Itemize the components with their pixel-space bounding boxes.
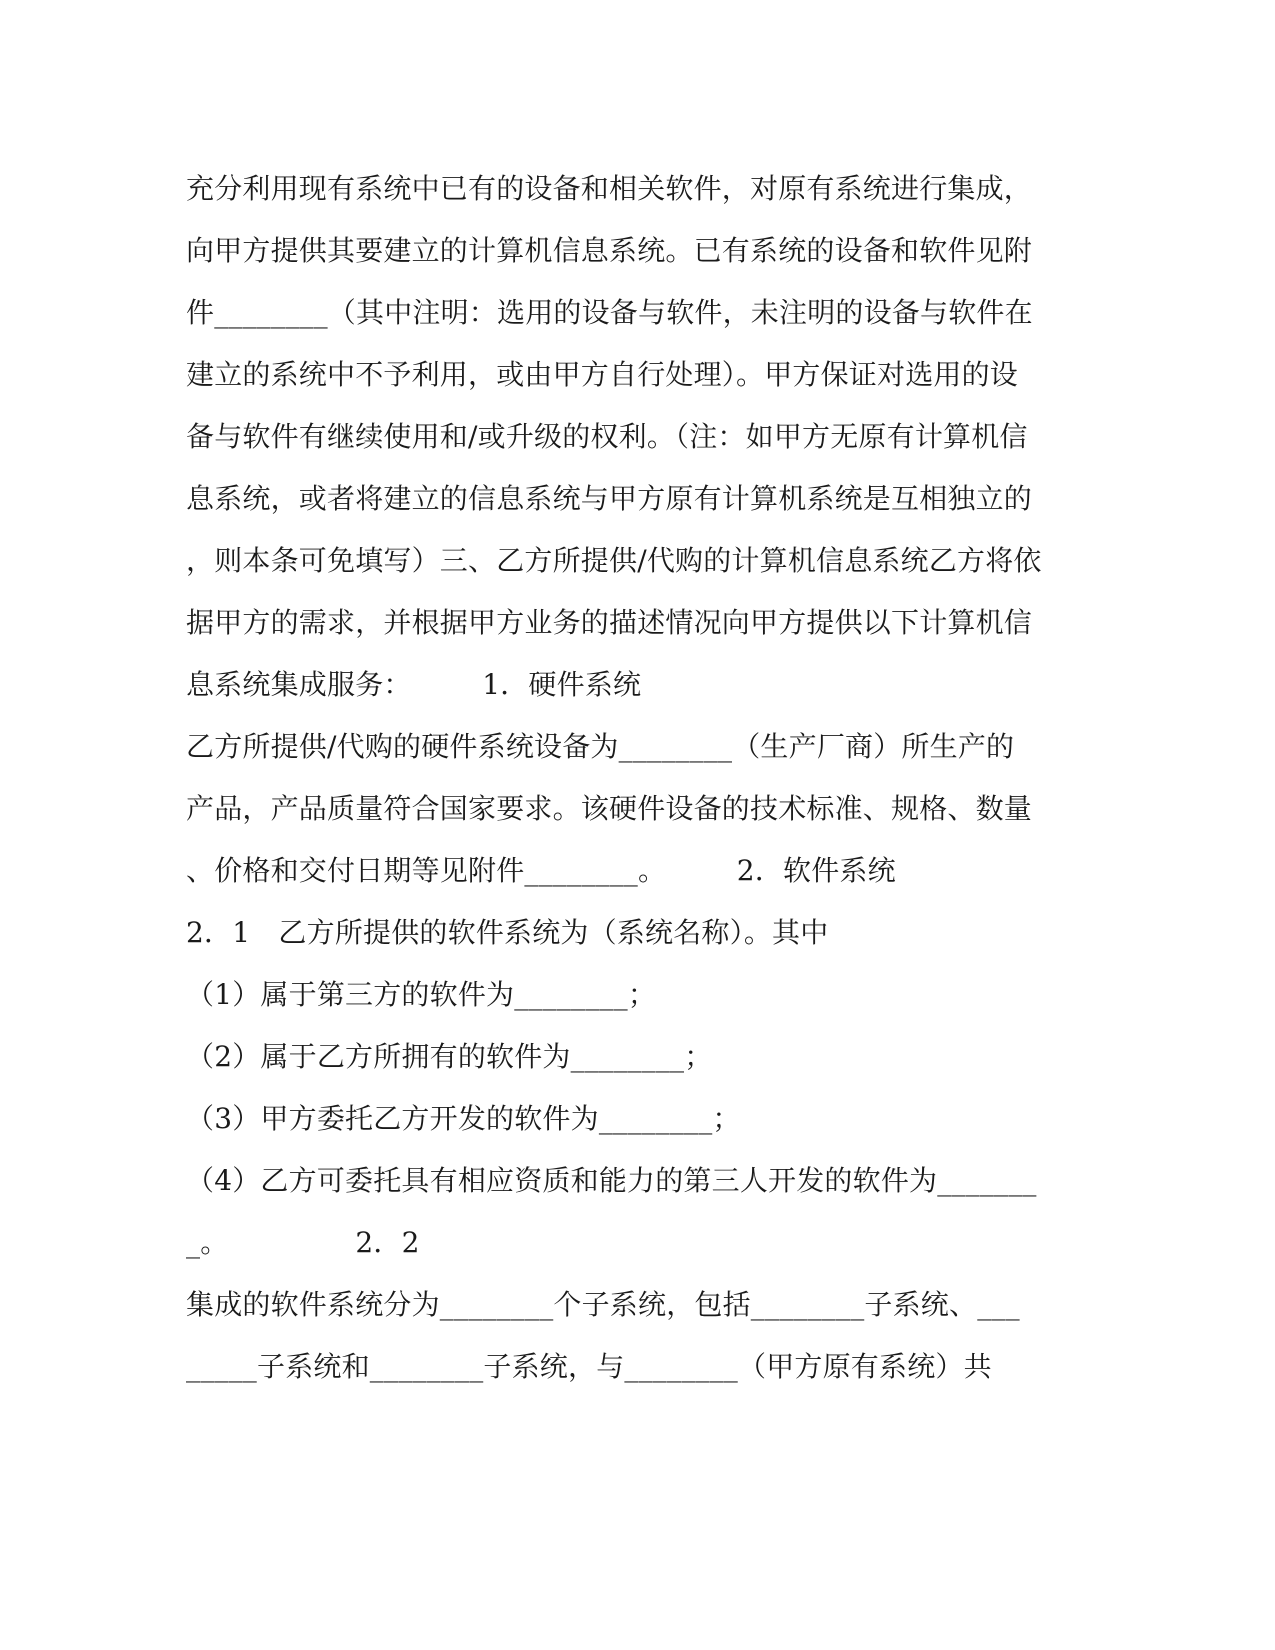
text-line: 2．1 乙方所提供的软件系统为（系统名称）。其中 [186, 916, 829, 949]
text-line: 、价格和交付日期等见附件________。 2．软件系统 [186, 854, 896, 887]
text-line: ，则本条可免填写）三、乙方所提供/代购的计算机信息系统乙方将依 [186, 544, 1042, 577]
text-line: （3）甲方委托乙方开发的软件为________； [186, 1102, 741, 1135]
text-line: （1）属于第三方的软件为________； [186, 978, 657, 1011]
text-line: 息系统，或者将建立的信息系统与甲方原有计算机系统是互相独立的 [186, 482, 1033, 515]
text-line: 件________（其中注明：选用的设备与软件，未注明的设备与软件在 [186, 296, 1033, 329]
text-line: 建立的系统中不予利用，或由甲方自行处理）。甲方保证对选用的设 [186, 358, 1019, 391]
text-line: 产品，产品质量符合国家要求。该硬件设备的技术标准、规格、数量 [186, 792, 1033, 825]
text-line: 据甲方的需求，并根据甲方业务的描述情况向甲方提供以下计算机信 [186, 606, 1033, 639]
text-line: 向甲方提供其要建立的计算机信息系统。已有系统的设备和软件见附 [186, 234, 1033, 267]
text-line: 备与软件有继续使用和/或升级的权利。（注：如甲方无原有计算机信 [186, 420, 1028, 453]
text-line: （4）乙方可委托具有相应资质和能力的第三人开发的软件为_______ [186, 1164, 1037, 1197]
text-line: （2）属于乙方所拥有的软件为________； [186, 1040, 713, 1073]
text-line: 集成的软件系统分为________个子系统，包括________子系统、___ [186, 1288, 1020, 1321]
text-line: 息系统集成服务： 1．硬件系统 [186, 668, 642, 701]
text-line: 乙方所提供/代购的硬件系统设备为________（生产厂商）所生产的 [186, 730, 1015, 763]
text-line: 充分利用现有系统中已有的设备和相关软件，对原有系统进行集成， [186, 172, 1033, 205]
contract-text-body [186, 158, 1086, 1398]
text-line: _____子系统和________子系统，与________（甲方原有系统）共 [186, 1350, 992, 1383]
text-line: _。 2．2 [186, 1226, 420, 1259]
